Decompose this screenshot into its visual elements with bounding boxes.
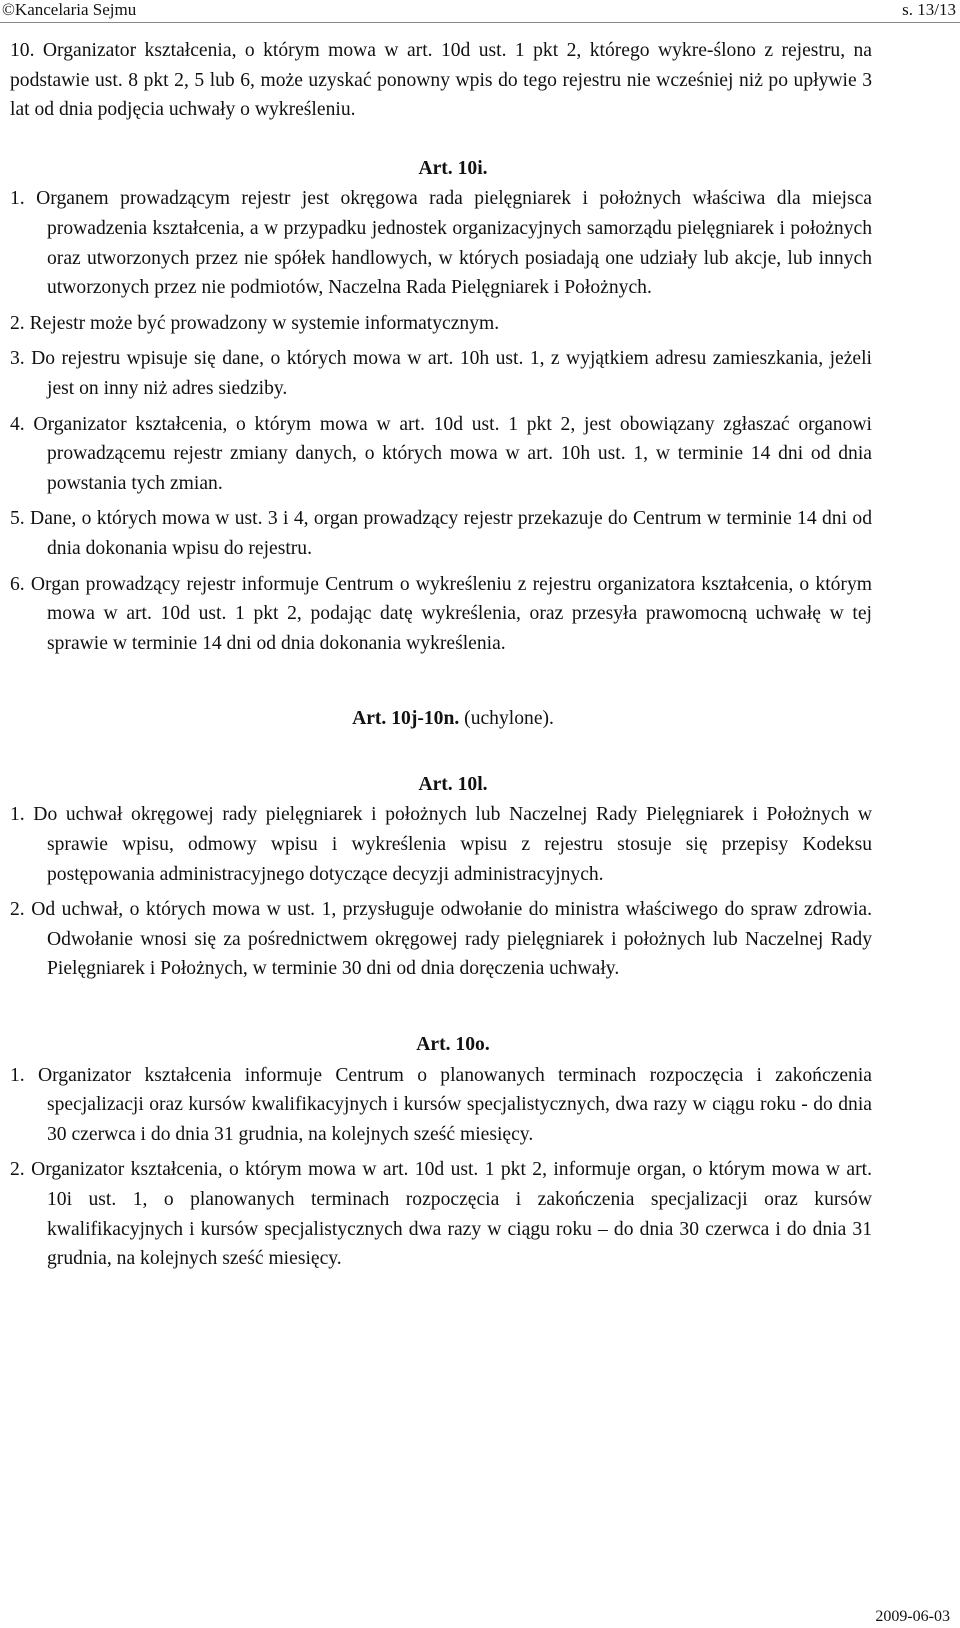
paragraph-10i-4: 4. Organizator kształcenia, o którym mowa w art. 10d ust. 1 pkt 2, jest obowiązany zgłaszać organowi prowadzącemu rejestr zmiany danych, o których mowa w art. 10h ust. 1, w terminie 14 dni od dnia powstania tych zmian. (10, 413, 872, 494)
article-heading-10l: Art. 10l. (418, 773, 488, 795)
article-heading-10j-10n (10, 704, 872, 734)
paragraph-10l-1: 1. Do uchwał okręgowej rady pielęgniarek i położnych lub Naczelnej Rady Pielęgniarek i Położnych w sprawie wpisu, odmowy wpisu i wykreślenia wpisu z rejestru stosuje się przepisy Kodeksu postępowania administracyjnego dotyczące decyzji administracyjnych. (10, 804, 872, 885)
paragraph-10l-2: 2. Od uchwał, o których mowa w ust. 1, przysługuje odwołanie do ministra właściwego do spraw zdrowia. Odwołanie wnosi się za pośrednictwem okręgowej rady pielęgniarek i położnych lub Naczelnej Rady Pielęgniarek i Położnych, w terminie 30 dni od dnia doręczenia uchwały. (10, 899, 872, 980)
paragraph-10i-6: 6. Organ prowadzący rejestr informuje Centrum o wykreśleniu z rejestru organizatora kształcenia, o którym mowa w art. 10d ust. 1 pkt 2, podając datę wykreślenia, oraz przesyła prawomocną uchwałę w tej sprawie w terminie 14 dni od dnia dokonania wykreślenia. (10, 573, 872, 654)
paragraph-10i-1: 1. Organem prowadzącym rejestr jest okręgowa rada pielęgniarek i położnych właściwa dla miejsca prowadzenia kształcenia, a w przypadku jednostek organizacyjnych samorządu pielęgniarek i położnych oraz utworzonych przez nie spółek handlowych, w których posiadają one udziały lub akcje, lub innych utworzonych przez nie podmiotów, Naczelna Rada Pielęgniarek i Położnych. (10, 188, 872, 299)
page-header (0, 0, 960, 23)
article-heading-10j-10n-note: (uchylone). (459, 708, 554, 730)
document-date: 2009-06-03 (875, 1608, 950, 1625)
paragraph-10i-2: 2. Rejestr może być prowadzony w systemie informatycznym. (10, 312, 500, 334)
article-heading-10o: Art. 10o. (416, 1034, 490, 1056)
article-heading-10j-10n-bold: Art. 10j-10n. (352, 708, 460, 730)
paragraph-10o-2: 2. Organizator kształcenia, o którym mowa w art. 10d ust. 1 pkt 2, informuje organ, o którym mowa w art. 10i ust. 1, o planowanych terminach rozpoczęcia i zakończenia specjalizacji oraz kursów kwalifikacyjnych i kursów specjalistycznych dwa razy w ciągu roku – do dnia 30 czerwca i do dnia 31 grudnia, na kolejnych sześć miesięcy. (10, 1159, 872, 1270)
copyright-label: ©Kancelaria Sejmu (2, 0, 137, 19)
page-number: s. 13/13 (902, 0, 956, 19)
paragraph-10o-1: 1. Organizator kształcenia informuje Centrum o planowanych terminach rozpoczęcia i zakończenia specjalizacji oraz kursów kwalifikacyjnych i kursów specjalistycznych, dwa razy w ciągu roku - do dnia 30 czerwca i do dnia 31 grudnia, na kolejnych sześć miesięcy. (10, 1064, 872, 1145)
document-body (10, 36, 872, 1274)
paragraph-10i-3: 3. Do rejestru wpisuje się dane, o których mowa w art. 10h ust. 1, z wyjątkiem adresu zamieszkania, jeżeli jest on inny niż adres siedziby. (10, 348, 872, 399)
article-heading-10i: Art. 10i. (418, 157, 488, 179)
paragraph-10: 10. Organizator kształcenia, o którym mowa w art. 10d ust. 1 pkt 2, którego wykre-ślono z rejestru, na podstawie ust. 8 pkt 2, 5 lub 6, może uzyskać ponowny wpis do tego rejestru nie wcześniej niż po upływie 3 lat od dnia podjęcia uchwały o wykreśleniu. (10, 40, 872, 121)
paragraph-10i-5: 5. Dane, o których mowa w ust. 3 i 4, organ prowadzący rejestr przekazuje do Centrum w terminie 14 dni od dnia dokonania wpisu do rejestru. (10, 508, 872, 559)
